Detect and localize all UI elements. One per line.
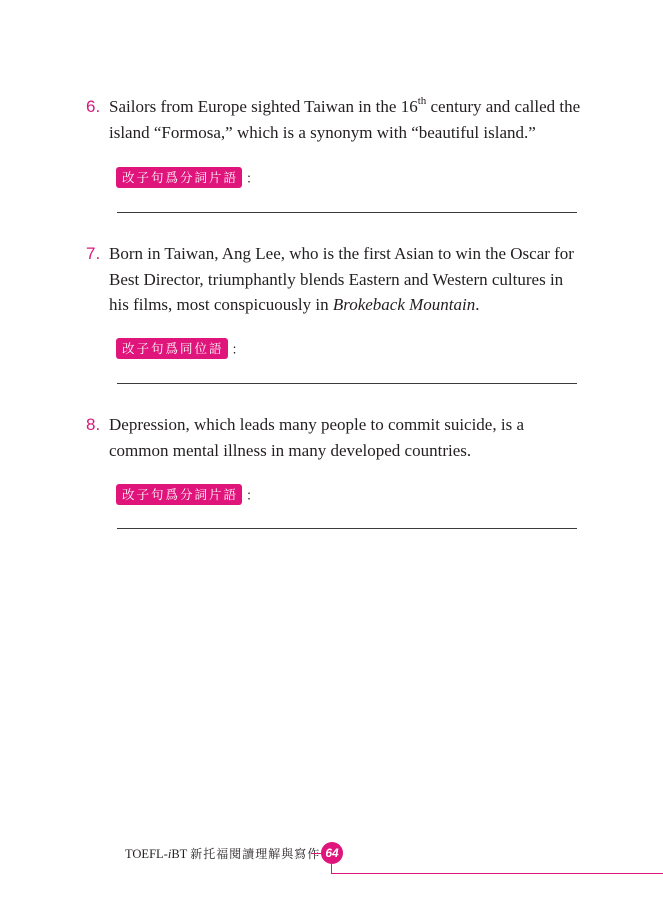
question-number: 8. <box>86 415 101 434</box>
instruction-row-8 <box>116 484 259 505</box>
question-number: 7. <box>86 244 101 263</box>
instruction-colon: ： <box>246 172 260 187</box>
instruction-colon: ： <box>246 489 260 504</box>
film-title: Brokeback Mountain <box>332 295 476 314</box>
answer-line-6[interactable] <box>117 212 577 213</box>
question-text: Born in Taiwan, Ang Lee, who is the first Asian to win the Oscar for Best Director, triumphantly blends Eastern and Western cultures in his films, most conspicuously in Brokeback Mountain. <box>109 244 574 314</box>
instruction-tag: 改子句爲分詞片語 <box>116 484 242 505</box>
question-number: 6. <box>86 97 101 116</box>
answer-line-7[interactable] <box>117 383 577 384</box>
instruction-tag: 改子句爲同位語 <box>116 338 228 359</box>
footer-rule-bottom <box>331 873 663 874</box>
question-text: Sailors from Europe sighted Taiwan in the 16th century and called the island “Formosa,” which is a synonym with “beautiful island.” <box>109 95 581 142</box>
answer-line-8[interactable] <box>117 528 577 529</box>
instruction-row-6 <box>116 167 259 188</box>
superscript: th <box>417 95 427 108</box>
footer-rule-vertical <box>331 864 332 873</box>
question-text: Depression, which leads many people to commit suicide, is a common mental illness in many developed countries. <box>109 415 524 460</box>
instruction-tag: 改子句爲分詞片語 <box>116 167 242 188</box>
page-number-badge: 64 <box>321 842 343 864</box>
footer-title: TOEFL-iBT 新托福閱讀理解與寫作 <box>125 847 321 861</box>
instruction-colon: ： <box>231 343 245 358</box>
instruction-row-7 <box>116 338 245 359</box>
